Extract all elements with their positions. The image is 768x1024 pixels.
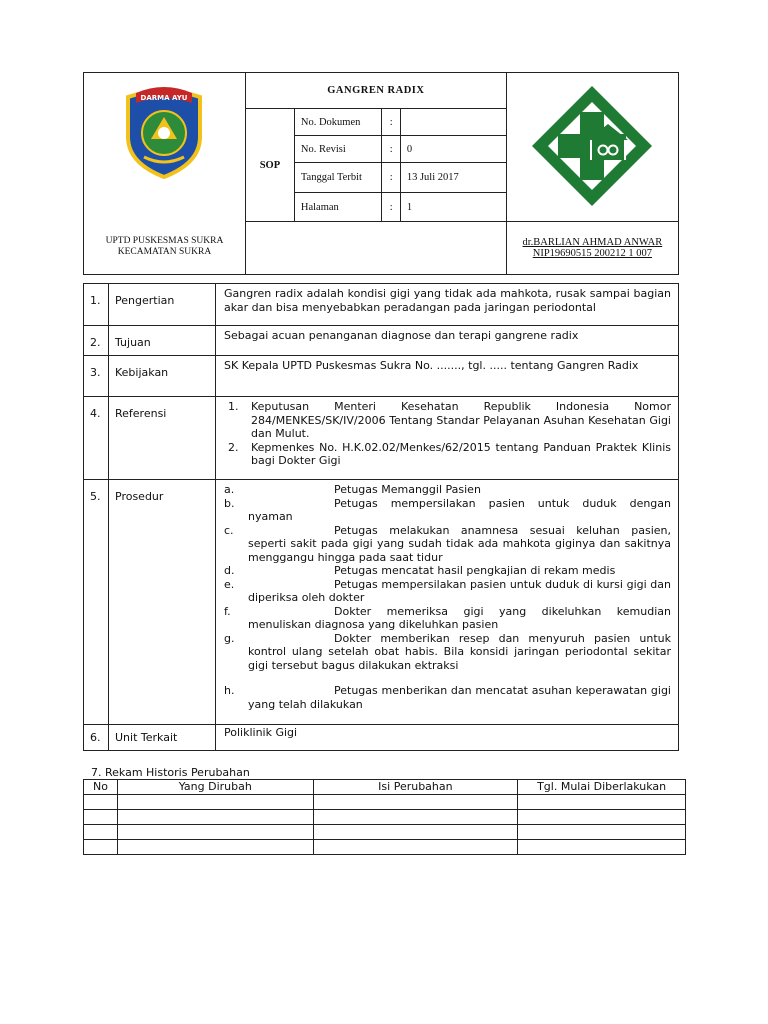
column-header: No [84,780,118,795]
table-row [84,825,686,840]
row-content: Poliklinik Gigi [216,725,679,751]
row-pengertian [84,284,679,326]
row-content [216,480,679,725]
table-row [84,840,686,855]
row-content: SK Kepala UPTD Puskesmas Sukra No. ......., tgl. ..... tentang Gangren Radix [216,356,679,397]
list-item: a. Petugas Memanggil Pasien [224,483,481,496]
list-item: g. Dokter memberikan resep dan menyuruh pasien untuk kontrol ulang setelah obat habis. Bila konsidi jaringan periodontal sekitar gigi tersebut bagus dilakukan ektraksi [224,631,671,672]
row-referensi [84,397,679,480]
row-unit-terkait [84,725,679,751]
row-number: 4. [84,397,109,480]
row-tujuan [84,326,679,356]
signer-nip: NIP19690515 200212 1 007 [532,248,653,259]
document-header [83,72,679,275]
column-header: Tgl. Mulai Diberlakukan [518,780,686,795]
sop-content-table [83,283,679,751]
sop-label: SOP [245,109,294,222]
field-colon: : [382,109,400,136]
row-number: 5. [84,480,109,725]
table-row [84,795,686,810]
row-number: 3. [84,356,109,397]
row-label: Tujuan [109,326,216,356]
field-label-no-dokumen: No. Dokumen [294,109,382,136]
row-label: Unit Terkait [109,725,216,751]
row-content: Gangren radix adalah kondisi gigi yang tidak ada mahkota, rusak sampai bagian akar dan bisa menyebabkan peradangan pada jaringan periodontal [216,284,679,326]
column-header: Yang Dirubah [117,780,313,795]
list-item: 1. Keputusan Menteri Kesehatan Republik Indonesia Nomor 284/MENKES/SK/IV/2006 Tentang Standar Pelayanan Asuhan Kesehatan Gigi dan Mulut. [228,400,671,440]
puskesmas-logo-cell [506,73,678,222]
row-label: Prosedur [109,480,216,725]
history-title: 7. Rekam Historis Perubahan [91,766,250,779]
table-header-row [84,780,686,795]
row-number: 6. [84,725,109,751]
column-header: Isi Perubahan [313,780,518,795]
svg-text:DARMA AYU: DARMA AYU [141,94,188,102]
field-label-no-revisi: No. Revisi [294,136,382,163]
row-content: Sebagai acuan penanganan diagnose dan terapi gangrene radix [216,326,679,356]
field-value-no-dokumen [400,109,506,136]
field-value-halaman: 1 [400,193,506,222]
regency-emblem-icon [122,87,206,179]
row-number: 2. [84,326,109,356]
list-item: 2. Kepmenkes No. H.K.02.02/Menkes/62/2015 tentang Panduan Praktek Klinis bagi Dokter Gigi [228,440,671,467]
row-content [216,397,679,480]
field-value-no-revisi: 0 [400,136,506,163]
field-colon: : [382,193,400,222]
row-label: Kebijakan [109,356,216,397]
row-label: Pengertian [109,284,216,326]
organization-cell [84,73,246,275]
list-item: c. Petugas melakukan anamnesa sesuai keluhan pasien, seperti sakit pada gigi yang sudah tidak ada mahkota giginya dan sakitnya menggangu hingga pada saat tidur [224,523,671,564]
organization-name: UPTD PUSKESMAS SUKRA KECAMATAN SUKRA [105,236,224,257]
list-item: b. Petugas mempersilakan pasien untuk duduk dengan nyaman [224,496,671,523]
row-kebijakan [84,356,679,397]
field-label-halaman: Halaman [294,193,382,222]
reference-list [224,400,671,468]
list-item: f. Dokter memeriksa gigi yang dikeluhkan kemudian menuliskan diagnosa yang dikeluhkan pasien [224,604,671,631]
field-colon: : [382,136,400,163]
signer-name: dr.BARLIAN AHMAD ANWAR [522,237,663,248]
field-colon: : [382,163,400,193]
list-item: e. Petugas mempersilakan pasien untuk duduk di kursi gigi dan diperiksa oleh dokter [224,577,671,604]
document-title: GANGREN RADIX [245,73,506,109]
field-label-tanggal-terbit: Tanggal Terbit [294,163,382,193]
history-table [83,779,686,855]
row-prosedur [84,480,679,725]
list-item: d. Petugas mencatat hasil pengkajian di rekam medis [224,564,616,577]
row-number: 1. [84,284,109,326]
list-item: h. Petugas menberikan dan mencatat asuhan keperawatan gigi yang telah dilakukan [224,684,671,711]
row-label: Referensi [109,397,216,480]
table-row [84,810,686,825]
field-value-tanggal-terbit: 13 Juli 2017 [400,163,506,193]
puskesmas-logo-icon [528,82,656,210]
signature-block [506,222,678,275]
blank-cell [245,222,506,275]
